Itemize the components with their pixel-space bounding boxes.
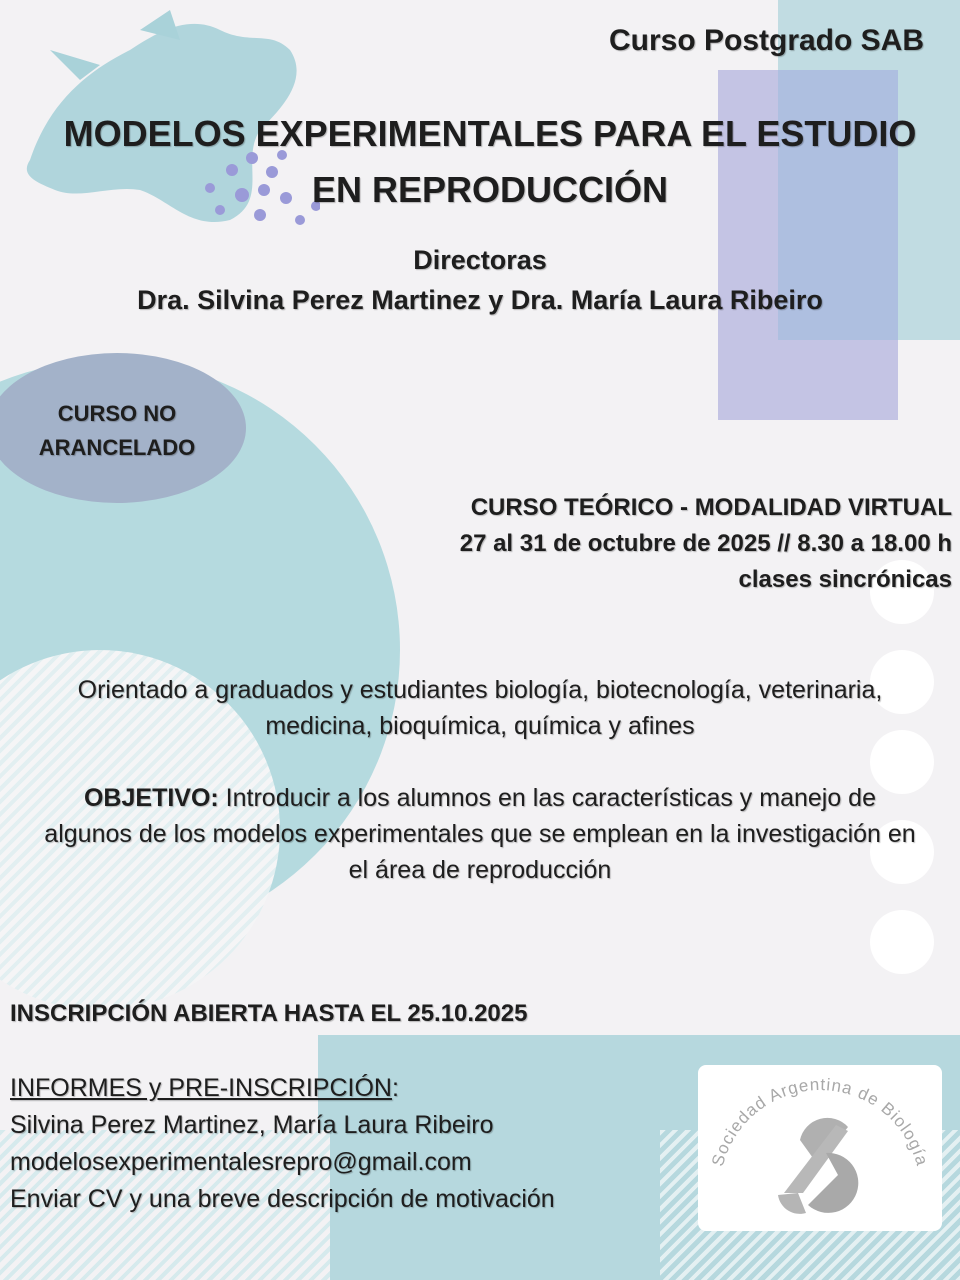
title-line-2: EN REPRODUCCIÓN bbox=[311, 169, 669, 210]
sab-logo bbox=[698, 1065, 942, 1231]
course-dates: 27 al 31 de octubre de 2025 // 8.30 a 18.00 h bbox=[459, 530, 952, 557]
objective-label: OBJETIVO: bbox=[83, 784, 219, 812]
registration-deadline: INSCRIPCIÓN ABIERTA HASTA EL 25.10.2025 bbox=[10, 1000, 528, 1027]
page-title bbox=[30, 106, 950, 218]
badge-line-1: CURSO NO bbox=[57, 401, 177, 426]
audience-text bbox=[0, 672, 960, 744]
logo-arc-text: Sociedad Argentina de Biología bbox=[708, 1074, 932, 1169]
directors-block bbox=[0, 240, 960, 320]
audience-line-1: Orientado a graduados y estudiantes biología, biotecnología, veterinaria, bbox=[77, 676, 883, 704]
objective-text: Introducir a los alumnos en las características y manejo de algunos de los modelos experimentales que se emplean en la investigación en el área de reproducción bbox=[44, 784, 916, 884]
info-heading-colon: : bbox=[391, 1074, 399, 1102]
course-subtitle: Curso Postgrado SAB bbox=[608, 24, 924, 57]
info-contacts: Silvina Perez Martinez, María Laura Ribeiro bbox=[10, 1111, 494, 1139]
contact-info bbox=[10, 1070, 555, 1218]
free-course-badge-text bbox=[0, 397, 246, 465]
badge-line-2: ARANCELADO bbox=[38, 435, 196, 460]
course-modality: CURSO TEÓRICO - MODALIDAD VIRTUAL bbox=[470, 494, 952, 521]
sab-logo-icon bbox=[698, 1065, 942, 1231]
directors-names: Dra. Silvina Perez Martinez y Dra. María Laura Ribeiro bbox=[137, 285, 823, 315]
title-line-1: MODELOS EXPERIMENTALES PARA EL ESTUDIO bbox=[63, 113, 917, 154]
info-heading-label: INFORMES y PRE-INSCRIPCIÓN bbox=[10, 1074, 392, 1102]
info-note: Enviar CV y una breve descripción de motivación bbox=[10, 1185, 555, 1213]
audience-line-2: medicina, bioquímica, química y afines bbox=[265, 712, 695, 740]
course-classes: clases sincrónicas bbox=[738, 566, 952, 593]
objective-paragraph bbox=[40, 780, 920, 888]
directors-heading: Directoras bbox=[413, 245, 547, 275]
info-email[interactable]: modelosexperimentalesrepro@gmail.com bbox=[10, 1148, 472, 1176]
info-heading bbox=[10, 1070, 555, 1107]
course-details bbox=[460, 490, 952, 598]
